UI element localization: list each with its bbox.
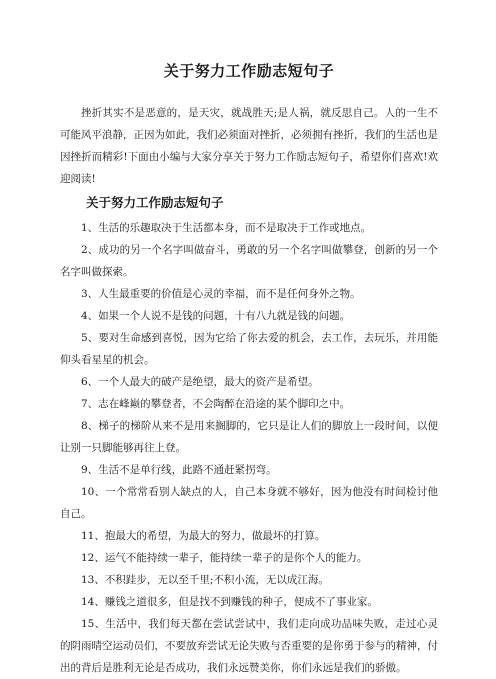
quote-item-14: 14、赚钱之道很多，但是找不到赚钱的种子，便成不了事业家。	[81, 596, 378, 608]
quote-item-10: 10、一个常常看别人缺点的人，自己本身就不够好，因为他没有时间检讨他自己。	[60, 486, 438, 520]
quote-item-9: 9、生活不是单行线，此路不通赶紧拐弯。	[81, 464, 277, 476]
quote-item-4: 4、如果一个人说不是钱的问题，十有八九就是钱的问题。	[81, 310, 351, 322]
quote-item-15: 15、生活中，我们每天都在尝试尝试中，我们走向成功品味失败，走过心灵的阴雨晴空运动员们，不要放弃尝试无论失败与否重要的是你勇于参与的精神，付出的背后是胜利无论是否成功，我们永远赞美你，你们永远是我们的骄傲。	[60, 618, 438, 674]
quote-list	[60, 217, 438, 679]
quote-item-13: 13、不积跬步，无以至千里;不积小流，无以成江海。	[81, 574, 329, 586]
quote-item-1: 1、生活的乐趣取决于生活都本身，而不是取决于工作或地点。	[81, 222, 372, 234]
quote-item-12: 12、运气不能持续一辈子，能持续一辈子的是你个人的能力。	[81, 552, 368, 564]
page-title: 关于努力工作励志短句子	[163, 62, 335, 80]
quote-item-7: 7、志在峰巅的攀登者，不会陶醉在沿途的某个脚印之中。	[81, 398, 351, 410]
quote-item-11: 11、抱最大的希望，为最大的努力，做最坏的打算。	[81, 530, 326, 542]
quote-item-8: 8、梯子的梯阶从来不是用来搁脚的，它只是让人们的脚放上一段时间，以便让别一只脚能够再往上登。	[60, 420, 438, 454]
quote-item-6: 6、一个人最大的破产是绝望，最大的资产是希望。	[81, 376, 319, 388]
section-heading: 关于努力工作励志短句子	[86, 195, 224, 210]
quote-item-2: 2、成功的另一个名字叫做奋斗，勇敢的另一个名字叫做攀登，创新的另一个名字叫做探索。	[60, 244, 438, 278]
intro-paragraph: 挫折其实不是恶意的，是天灾，就战胜天;是人祸，就反思自己。人的一生不可能风平浪静，正因为如此，我们必须面对挫折，必须拥有挫折，我们的生活也是因挫折而精彩!下面由小编与大家分享关于努力工作励志短句子，希望你们喜欢!欢迎阅读!	[60, 107, 438, 185]
quote-item-5: 5、要对生命感到喜悦，因为它给了你去爱的机会，去工作，去玩乐，并用能仰头看星星的机会。	[60, 332, 438, 366]
quote-item-3: 3、人生最重要的价值是心灵的幸福，而不是任何身外之物。	[81, 288, 361, 300]
